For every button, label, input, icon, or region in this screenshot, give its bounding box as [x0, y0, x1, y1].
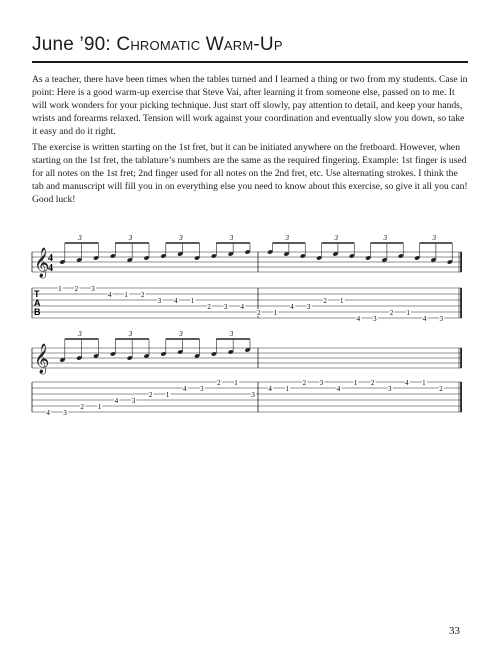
tab-number: 4 [268, 385, 272, 393]
tab-number: 2 [389, 309, 394, 317]
final-barline-thick [460, 348, 462, 368]
instructions-paragraph: The exercise is written starting on the 1st fret, but it can be initiated anywhere on the fretboard. However, when starting on the 1st fret, the tablature’s numbers are the same as the required fingering. Example: 1st finger is used for all notes on the 1st fret; 2nd finger used for all notes on the 2nd fret, etc. Use alternating strokes. I think the tab and manuscript will fill you in on everything else you need to know about this exercise, so give it all you can! Good luck! [32, 142, 468, 205]
tab-number: 3 [306, 303, 311, 311]
triplet-mark: 3 [78, 330, 82, 338]
tab-system-2 [32, 379, 462, 417]
tab-system-1 [32, 285, 462, 323]
tab-number: 1 [97, 403, 102, 411]
triplet-mark: 3 [128, 234, 133, 242]
tab-number: 2 [439, 385, 443, 393]
tab-number: 1 [190, 297, 195, 305]
tab-number: 4 [240, 303, 245, 311]
tab-number: 2 [141, 291, 145, 299]
triplet-mark: 3 [78, 234, 82, 242]
tab-number: 2 [217, 379, 221, 387]
tab-label-letter: B [34, 307, 41, 317]
tab-number: 1 [124, 291, 128, 299]
tab-number: 1 [273, 309, 278, 317]
triplet-mark: 3 [179, 234, 183, 242]
tab-number: 2 [80, 403, 85, 411]
tab-number: 1 [422, 379, 426, 387]
tab-number: 4 [183, 385, 187, 393]
tab-number: 1 [353, 379, 358, 387]
triplet-mark: 3 [179, 330, 183, 338]
tab-number: 3 [373, 315, 377, 323]
tab-number: 2 [257, 309, 261, 317]
tab-number: 1 [58, 285, 62, 293]
page-number: 33 [449, 625, 460, 637]
tab-number: 1 [165, 391, 170, 399]
time-signature-bottom: 4 [48, 263, 53, 274]
tab-number: 1 [406, 309, 410, 317]
tab-number: 4 [46, 409, 50, 417]
tab-number: 4 [336, 385, 341, 393]
tab-number: 4 [290, 303, 294, 311]
title-caps: Chromatic Warm-Up [116, 34, 283, 55]
tab-number: 2 [207, 303, 211, 311]
tab-label-letter: A [34, 298, 41, 308]
tab-number: 1 [234, 379, 238, 387]
tab-number: 1 [285, 385, 290, 393]
tab-number: 3 [388, 385, 392, 393]
tab-number: 4 [107, 291, 112, 299]
tab-number: 3 [63, 409, 67, 417]
tab-number: 3 [157, 297, 162, 305]
treble-clef-icon: 𝄞 [34, 344, 50, 374]
tab-number: 2 [370, 379, 375, 387]
tab-number: 3 [439, 315, 444, 323]
title-prefix: June ’90: [32, 34, 117, 55]
tab-number: 3 [223, 303, 228, 311]
triplet-mark: 3 [128, 330, 133, 338]
staff-system-2 [32, 330, 462, 375]
tab-label-letter: T [34, 289, 40, 299]
triplet-mark: 3 [383, 234, 387, 242]
triplet-mark: 3 [285, 234, 289, 242]
tab-number: 4 [356, 315, 361, 323]
tab-number: 2 [148, 391, 153, 399]
triplet-mark: 3 [229, 234, 234, 242]
triplet-mark: 3 [229, 330, 234, 338]
tab-number: 3 [200, 385, 204, 393]
triplet-mark: 3 [334, 234, 338, 242]
tab-number: 2 [302, 379, 307, 387]
treble-clef-icon: 𝄞 [34, 248, 50, 278]
final-barline-thick [460, 252, 462, 272]
tab-number: 3 [251, 391, 255, 399]
tab-number: 3 [131, 397, 136, 405]
intro-paragraph: As a teacher, there have been times when the tables turned and I learned a thing or two from my students. Case in point: Here is a good warm-up exercise that Steve Vai, after learning it from someone else, passed on to me. It will work wonders for your picking technique. Just start off slowly, pay attention to detail, and keep your hands, wrists and forearms relaxed. Tension will work against your coordination and eventually slow you down, so take it easy and do it right. [32, 74, 468, 137]
tab-number: 4 [422, 315, 427, 323]
tab-number: 2 [74, 285, 79, 293]
tab-number: 4 [174, 297, 178, 305]
tab-number: 3 [319, 379, 324, 387]
tab-number: 1 [340, 297, 344, 305]
tab-number: 4 [114, 397, 119, 405]
staff-system-1 [32, 234, 462, 279]
tab-final-thick [460, 382, 462, 412]
tab-number: 2 [323, 297, 327, 305]
tab-number: 3 [91, 285, 95, 293]
triplet-mark: 3 [432, 234, 436, 242]
tab-final-thick [460, 288, 462, 318]
time-signature-top: 4 [48, 253, 53, 264]
tab-number: 4 [405, 379, 409, 387]
